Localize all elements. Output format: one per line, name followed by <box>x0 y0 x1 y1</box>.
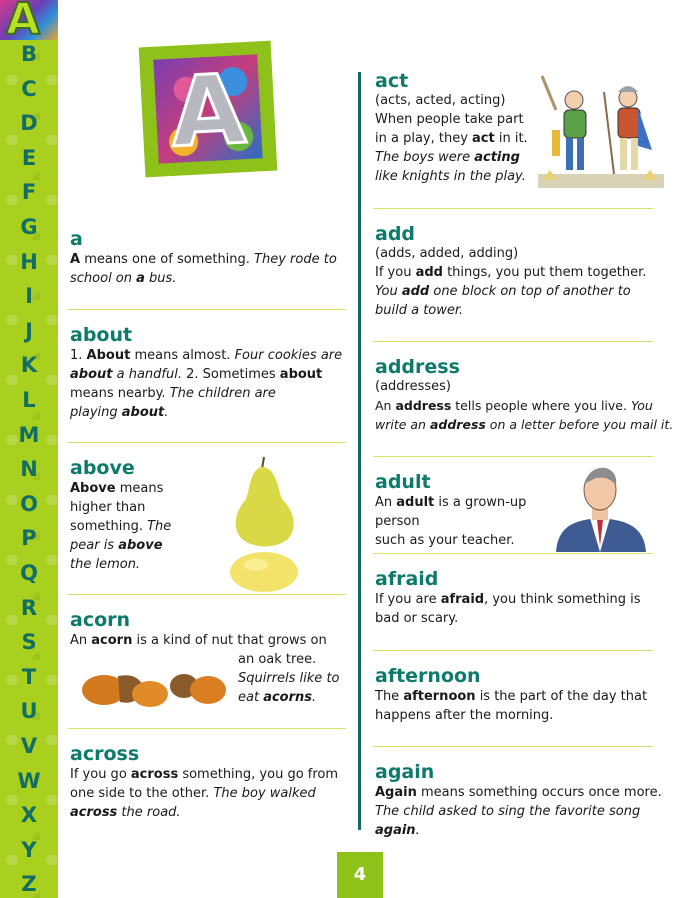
sidebar-letter-c: C <box>21 76 37 101</box>
sidebar-letter-k: K <box>20 353 38 378</box>
entry-separator <box>373 456 653 457</box>
definition <box>375 263 660 320</box>
definition <box>375 493 575 550</box>
headword: add <box>375 223 416 245</box>
definition <box>375 396 675 434</box>
definition-line: happens after the morning. <box>375 708 554 723</box>
definition-line: higher than <box>70 500 146 515</box>
entry-again <box>375 761 665 840</box>
headword: afternoon <box>375 665 481 687</box>
headword: a <box>70 228 83 250</box>
headword: across <box>70 743 140 765</box>
sidebar-letter-j: J <box>25 318 33 343</box>
word-forms: (adds, added, adding) <box>375 246 519 261</box>
entry-afternoon <box>375 665 660 725</box>
definition-line: An adult is a grown-up person <box>375 495 527 529</box>
headword: again <box>375 761 435 783</box>
entry-add <box>375 223 660 320</box>
definition-line: eat acorns. <box>238 690 317 705</box>
definition-line: 1. About means almost. Four cookies are <box>70 348 343 363</box>
entry-across <box>70 743 355 822</box>
section-header-art <box>139 41 278 178</box>
definition-line: If you go across something, you go from <box>70 767 339 782</box>
sidebar-letter-i: I <box>25 284 33 309</box>
entry-above <box>70 457 220 574</box>
definition-line: playing about. <box>70 405 169 420</box>
entry-separator <box>373 341 653 342</box>
sidebar-letter-d: D <box>20 111 38 136</box>
entry-separator <box>373 650 653 651</box>
sidebar-letter-h: H <box>20 249 38 274</box>
sidebar-letter-f: F <box>21 180 37 205</box>
definition-line: across the road. <box>70 805 181 820</box>
sidebar-letter-m: M <box>18 422 40 447</box>
section-header-letter: A <box>168 53 249 169</box>
definition-line: something. The <box>70 519 172 534</box>
sidebar-letter-l: L <box>22 388 36 412</box>
definition-line: write an address on a letter before you mail it. <box>375 417 674 432</box>
sidebar-letter-u: U <box>20 699 38 724</box>
definition-line: Squirrels like to <box>238 671 340 686</box>
definition-line: The child asked to sing the favorite song <box>375 804 641 819</box>
entry-separator <box>373 208 653 209</box>
definition-line: means nearby. The children are <box>70 386 276 401</box>
sidebar-letter-y: Y <box>21 837 37 862</box>
column-divider <box>358 72 361 830</box>
man-illustration <box>550 464 652 552</box>
entry-separator <box>68 728 346 729</box>
entry-a <box>70 228 350 288</box>
definition-line: again. <box>375 823 420 838</box>
definition <box>375 783 665 840</box>
sidebar-letter-e: E <box>21 145 37 170</box>
entry-adult <box>375 471 575 550</box>
definition-line: like knights in the play. <box>375 169 526 184</box>
headword: about <box>70 324 133 346</box>
definition-line: If you add things, you put them together. <box>375 265 647 280</box>
definition-line: about a handful. 2. Sometimes about <box>70 367 323 382</box>
definition-line: If you are afraid, you think something is <box>375 592 641 607</box>
page-number-tab <box>337 852 383 898</box>
sidebar-current-letter <box>0 0 58 45</box>
sidebar-letter-q: Q <box>20 561 38 585</box>
definition-line: You add one block on top of another to <box>375 284 631 299</box>
entry-separator <box>373 746 653 747</box>
pear-lemon-photo <box>228 455 300 595</box>
definition <box>375 590 660 628</box>
sidebar-letter-w: W <box>17 768 41 793</box>
headword: adult <box>375 471 431 493</box>
definition-line: An acorn is a kind of nut that grows on <box>70 633 327 648</box>
sidebar-letter-t: T <box>21 664 37 689</box>
entry-separator <box>68 309 346 310</box>
definition-line: in a play, they act in it. <box>375 131 528 146</box>
headword: acorn <box>70 609 131 631</box>
entry-act <box>375 70 545 186</box>
sidebar-letter-s: S <box>21 630 37 655</box>
sidebar-letter-z: Z <box>21 872 37 897</box>
definition <box>70 250 350 288</box>
sidebar-letter-v: V <box>20 734 38 758</box>
definition <box>70 765 355 822</box>
sidebar-letter-g: G <box>20 215 38 239</box>
sidebar-letter-b: B <box>20 42 37 66</box>
definition-line: Above means <box>70 481 164 496</box>
headword: act <box>375 70 409 92</box>
definition-line: school on a bus. <box>70 271 177 286</box>
definition-line: Again means something occurs once more. <box>375 785 662 800</box>
sidebar-letter-o: O <box>20 491 38 516</box>
entry-separator <box>68 442 346 443</box>
sidebar-letter-r: R <box>20 595 38 620</box>
definition <box>70 479 220 574</box>
definition <box>375 687 660 725</box>
definition-line: an oak tree. <box>238 652 317 667</box>
definition-line: one side to the other. The boy walked <box>70 786 316 801</box>
definition-line: When people take part <box>375 112 524 127</box>
word-forms: (addresses) <box>375 379 451 394</box>
entry-separator <box>373 553 653 554</box>
headword: afraid <box>375 568 439 590</box>
headword: above <box>70 457 135 479</box>
sidebar-header-letter: A <box>6 0 41 45</box>
definition-line: such as your teacher. <box>375 533 515 548</box>
word-forms: (acts, acted, acting) <box>375 93 506 108</box>
definition-line: A means one of something. They rode to <box>70 252 337 267</box>
entry-about <box>70 324 350 422</box>
section-header-panel <box>153 53 262 169</box>
entry-separator <box>68 594 346 595</box>
definition-line: The afternoon is the part of the day that <box>375 689 648 704</box>
definition-line: The boys were acting <box>375 150 520 165</box>
definition-line: pear is above <box>70 538 163 553</box>
sidebar-letter-n: N <box>20 457 38 482</box>
entry-afraid <box>375 568 660 628</box>
definition <box>70 346 350 422</box>
definition-line: build a tower. <box>375 303 464 318</box>
knights-illustration <box>538 70 664 190</box>
definition-line: bad or scary. <box>375 611 459 626</box>
sidebar-letter-p: P <box>21 526 37 551</box>
definition-line: the lemon. <box>70 557 141 572</box>
sidebar-letter-x: X <box>20 803 38 828</box>
acorns-photo <box>80 662 230 708</box>
definition-line: An address tells people where you live. You <box>375 398 653 413</box>
page-number: 4 <box>353 864 367 885</box>
entry-address <box>375 356 675 434</box>
definition <box>375 110 545 186</box>
alphabet-sidebar <box>0 0 58 898</box>
headword: address <box>375 356 460 378</box>
